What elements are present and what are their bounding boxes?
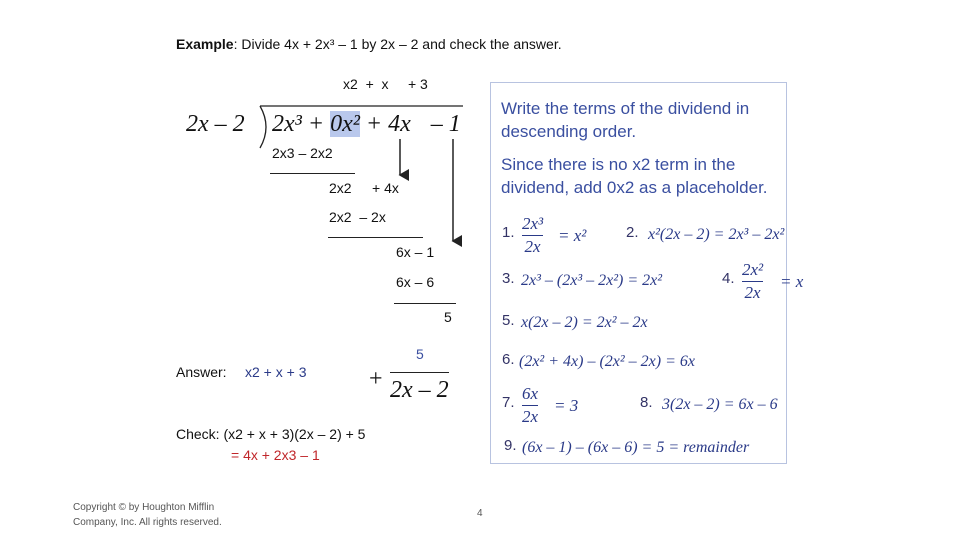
step-result-1b: + 4x xyxy=(372,180,399,196)
answer-value: x2 + x + 3 xyxy=(245,364,307,380)
copyright: Copyright © by Houghton Mifflin Company, Inc. All rights reserved. xyxy=(73,502,222,528)
step-result-1a: 2x2 xyxy=(329,180,352,196)
step-2-expr: x²(2x – 2) = 2x³ – 2x² xyxy=(648,226,785,243)
step-number-6: 6. xyxy=(502,351,515,368)
step-number-1: 1. xyxy=(502,224,515,241)
dividend-op-1: + xyxy=(307,111,325,137)
divisor: 2x – 2 xyxy=(186,111,245,137)
dividend-placeholder-term: 0x² xyxy=(330,111,360,137)
step-number-5: 5. xyxy=(502,312,515,329)
step-7-result: = 3 xyxy=(554,396,579,415)
step-number-7: 7. xyxy=(502,394,515,411)
check-line: Check: (x2 + x + 3)(2x – 2) + 5 xyxy=(176,426,366,442)
step-number-9: 9. xyxy=(504,437,517,454)
note-descending-order: Write the terms of the dividend in descending order. xyxy=(501,99,750,141)
example-text: : Divide 4x + 2x³ – 1 by 2x – 2 and check the answer. xyxy=(233,36,562,52)
bring-down-arrows xyxy=(390,135,465,265)
dividend-term-1: 2x³ xyxy=(272,111,302,137)
fraction-step-7 xyxy=(522,384,538,427)
note-placeholder: Since there is no x2 term in the dividend, add 0x2 as a placeholder. xyxy=(501,155,768,197)
fraction-step-4 xyxy=(742,260,763,303)
step-number-2: 2. xyxy=(626,224,639,241)
page-number: 4 xyxy=(477,508,483,519)
dividend-term-4: – 1 xyxy=(430,111,461,137)
step-3-expr: 2x³ – (2x³ – 2x²) = 2x² xyxy=(521,272,663,289)
fraction-step-1 xyxy=(522,214,543,257)
fraction-step-4-num: 2x² xyxy=(742,260,764,279)
step-subtract-1: 2x3 – 2x2 xyxy=(272,145,333,161)
answer-label: Answer: xyxy=(176,364,227,380)
step-subtract-3: 6x – 6 xyxy=(396,274,435,290)
fraction-step-4-den: 2x xyxy=(744,283,761,302)
example-heading xyxy=(176,36,562,52)
step-remainder: 5 xyxy=(444,309,452,325)
fraction-step-7-den: 2x xyxy=(522,407,539,426)
step-result-2: 6x – 1 xyxy=(396,244,435,260)
rule-3 xyxy=(394,303,456,304)
check-result: = 4x + 2x3 – 1 xyxy=(231,447,320,463)
rule-1 xyxy=(270,173,355,174)
fraction-step-1-num: 2x³ xyxy=(522,214,544,233)
example-label: Example xyxy=(176,36,234,52)
answer-fraction xyxy=(390,352,449,404)
answer-plus: + xyxy=(369,366,383,392)
step-8-expr: 3(2x – 2) = 6x – 6 xyxy=(662,396,778,413)
step-1-result: = x² xyxy=(558,226,587,245)
dividend xyxy=(272,111,461,138)
quotient: x2 + x + 3 xyxy=(343,76,428,92)
step-number-8: 8. xyxy=(640,394,653,411)
step-number-4: 4. xyxy=(722,270,735,287)
remainder-value: 5 xyxy=(416,346,424,362)
dividend-term-3: 4x xyxy=(388,111,411,137)
step-5-expr: x(2x – 2) = 2x² – 2x xyxy=(521,314,648,331)
step-subtract-2: 2x2 – 2x xyxy=(329,209,386,225)
answer-fraction-denominator: 2x – 2 xyxy=(390,377,449,403)
dividend-op-2: + xyxy=(365,111,383,137)
step-6-expr: (2x² + 4x) – (2x² – 2x) = 6x xyxy=(519,353,696,370)
fraction-step-7-num: 6x xyxy=(522,384,539,403)
step-4-result: = x xyxy=(780,272,804,291)
step-9-expr: (6x – 1) – (6x – 6) = 5 = remainder xyxy=(522,439,750,456)
step-number-3: 3. xyxy=(502,270,515,287)
fraction-step-1-den: 2x xyxy=(524,237,541,256)
